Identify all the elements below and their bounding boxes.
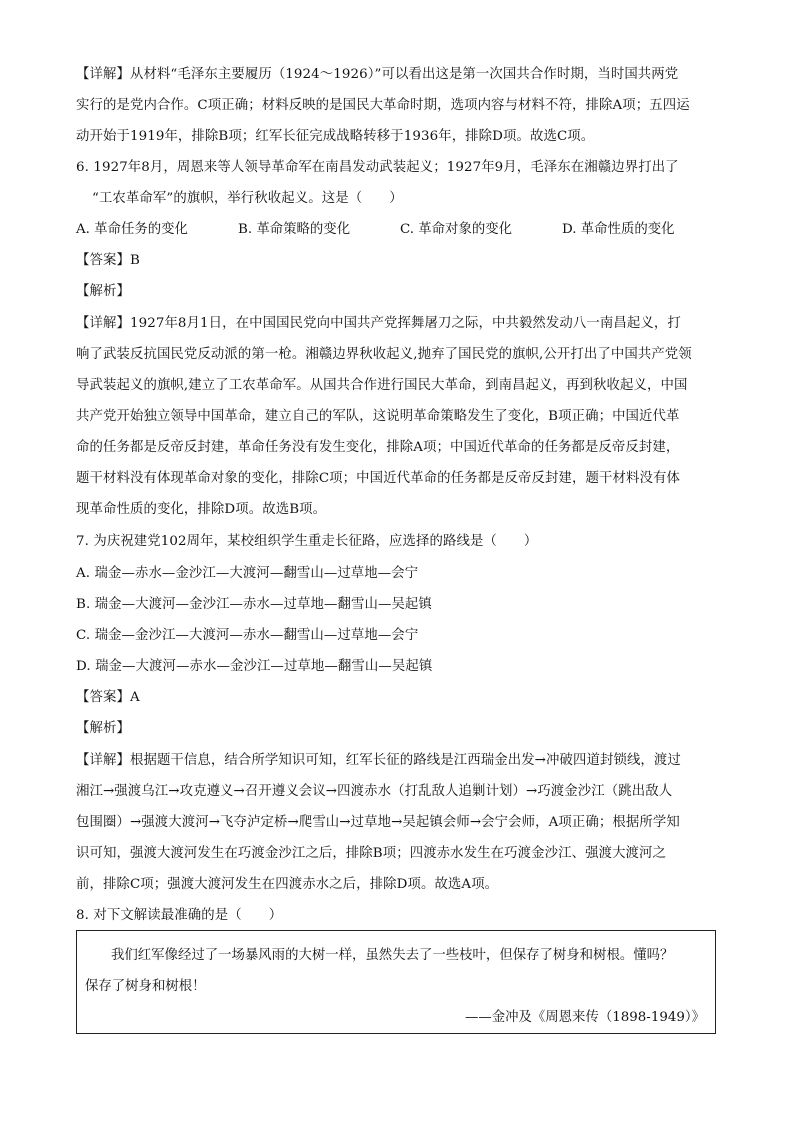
explanation-line: 题干材料没有体现革命对象的变化，排除C项；中国近代革命的任务都是反帝反封建，题干材料没有体	[76, 471, 680, 486]
explanation-line: 包围圈）→强渡大渡河→飞夺泸定桥→爬雪山→过草地→吴起镇会师→会宁会师，A项正确；根据所学知	[76, 815, 680, 830]
explanation-line: 动开始于1919年，排除B项；红军长征完成战略转移于1936年，排除D项。故选C项。	[76, 129, 595, 144]
option-a: A. 革命任务的变化	[76, 222, 188, 237]
explanation-line: 【详解】从材料“毛泽东主要履历（1924～1926）”可以看出这是第一次国共合作时期，当时国共两党	[76, 67, 679, 82]
question-6-stem-cont: “工农革命军”的旗帜，举行秋收起义。这是（ ）	[92, 191, 403, 206]
option-a: A. 瑞金—赤水—金沙江—大渡河—翻雪山—过草地—会宁	[76, 566, 419, 581]
explanation-line: 共产党开始独立领导中国革命，建立自己的军队，这说明革命策略发生了变化，B项正确；中国近代革	[76, 409, 680, 424]
explanation-line: 识可知，强渡大渡河发生在巧渡金沙江之后，排除B项；四渡赤水发生在巧渡金沙江、强渡大渡河之	[76, 846, 667, 861]
option-d: D. 瑞金—大渡河—赤水—金沙江—过草地—翻雪山—吴起镇	[76, 659, 433, 674]
option-c: C. 瑞金—金沙江—大渡河—赤水—翻雪山—过草地—会宁	[76, 628, 419, 643]
explanation-line: 命的任务都是反帝反封建，革命任务没有发生变化，排除A项；中国近代革命的任务都是反帝反封建，	[76, 440, 680, 455]
explanation-line: 响了武装反抗国民党反动派的第一枪。湘赣边界秋收起义,抛弃了国民党的旗帜,公开打出了中国共产党领	[76, 347, 692, 362]
option-c: C. 革命对象的变化	[400, 222, 513, 237]
question-7-stem: 7. 为庆祝建党102周年，某校组织学生重走长征路，应选择的路线是（ ）	[76, 534, 538, 549]
analysis-label: 【解析】	[76, 721, 130, 736]
explanation-line: 【详解】根据题干信息，结合所学知识可知，红军长征的路线是江西瑞金出发→冲破四道封锁线，渡过	[76, 753, 681, 768]
option-d: D. 革命性质的变化	[562, 222, 675, 237]
quote-source: ——金冲及《周恩来传（1898-1949）》	[464, 1010, 705, 1025]
answer-label: 【答案】B	[76, 253, 140, 268]
question-6-stem: 6. 1927年8月，周恩来等人领导革命军在南昌发动武装起义；1927年9月，毛泽东在湘赣边界打出了	[76, 160, 679, 175]
answer-label: 【答案】A	[76, 690, 140, 705]
explanation-line: 现革命性质的变化，排除D项。故选B项。	[76, 502, 327, 517]
explanation-line: 前，排除C项；强渡大渡河发生在四渡赤水之后，排除D项。故选A项。	[76, 877, 499, 892]
option-b: B. 革命策略的变化	[238, 222, 351, 237]
explanation-line: 导武装起义的旗帜,建立了工农革命军。从国共合作进行国民大革命，到南昌起义，再到秋收起义，中国	[76, 378, 688, 393]
explanation-line: 湘江→强渡乌江→攻克遵义→召开遵义会议→四渡赤水（打乱敌人追剿计划）→巧渡金沙江（跳出敌人	[76, 784, 673, 799]
explanation-line: 【详解】1927年8月1日，在中国国民党向中国共产党挥舞屠刀之际，中共毅然发动八一南昌起义，打	[76, 316, 681, 331]
quote-box	[76, 930, 716, 1034]
quote-text: 我们红军像经过了一场暴风雨的大树一样，虽然失去了一些枝叶，但保存了树身和树根。懂吗？	[111, 948, 674, 963]
question-8-stem: 8. 对下文解读最准确的是（ ）	[76, 908, 283, 923]
option-b: B. 瑞金—大渡河—金沙江—赤水—过草地—翻雪山—吴起镇	[76, 597, 432, 612]
analysis-label: 【解析】	[76, 284, 130, 299]
quote-text: 保存了树身和树根！	[85, 979, 206, 994]
explanation-line: 实行的是党内合作。C项正确；材料反映的是国民大革命时期，选项内容与材料不符，排除A项；五四运	[76, 98, 690, 113]
